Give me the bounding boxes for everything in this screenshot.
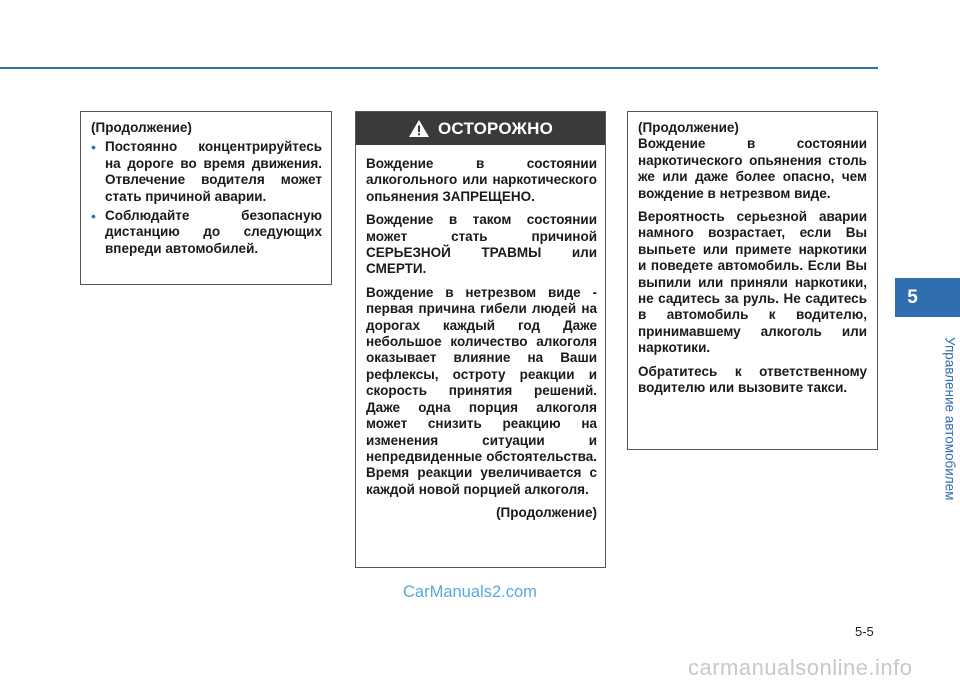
warning-body [356, 145, 605, 522]
warning-paragraph: Вождение в состоянии алкогольного или наркотического опьянения ЗАПРЕЩЕНО. [366, 156, 597, 204]
warning-header [356, 112, 605, 145]
watermark-top: CarManuals2.com [403, 583, 537, 601]
box3-heading: (Продолжение) [638, 120, 739, 135]
bullet-icon: • [91, 139, 96, 156]
bullet-text: Постоянно концентрируйтесь на дороге во время движения. Отвлечение водителя может стать причиной аварии. [105, 139, 322, 204]
chapter-title-text: Управление автомобилем [942, 337, 958, 501]
warning-paragraph: Вождение в таком состоянии может стать причиной СЕРЬЕЗНОЙ ТРАВМЫ или СМЕРТИ. [366, 212, 597, 277]
chapter-title [940, 337, 960, 537]
continued-tips-box [80, 111, 332, 285]
box1-heading: (Продолжение) [91, 120, 192, 135]
warning-paragraph: Вождение в состоянии наркотического опьянения столь же или даже более опасно, чем вождение в нетрезвом виде. [638, 136, 867, 201]
continued-label: (Продолжение) [496, 505, 597, 521]
bullet-text: Соблюдайте безопасную дистанцию до следующих впереди автомобилей. [105, 208, 322, 256]
warning-label: ОСТОРОЖНО [437, 118, 554, 138]
bullet-icon: • [91, 208, 96, 225]
list-item [91, 139, 322, 205]
warning-box [355, 111, 606, 568]
warning-triangle-icon [408, 119, 430, 138]
warning-paragraph: Обратитесь к ответственному водителю или вызовите такси. [638, 363, 867, 396]
list-item [91, 208, 322, 257]
watermark-bottom: carmanualsonline.info [688, 655, 913, 680]
top-rule [0, 67, 878, 69]
warning-paragraph: Вождение в нетрезвом виде - первая причина гибели людей на дорогах каждый год Даже небольшое количество алкоголя оказывает влияние на Ваши рефлексы, остроту реакции и скорость принятия решений. Даже одна порция алкоголя может снизить реакцию на изменения ситуации и непредвиденные обстоятельства. Время реакции увеличивается с каждой новой порцией алкоголя. [366, 284, 597, 497]
continued-warning-box [627, 111, 878, 450]
warning-paragraph: Вероятность серьезной аварии намного возрастает, если Вы выпьете или примете наркотики и поведете автомобиль. Если Вы выпили или приняли наркотики, не садитесь за руль. Не садитесь в автомобиль к водителю, принимавшему алкоголь или наркотики. [638, 209, 867, 356]
chapter-tab: 5 [895, 278, 960, 317]
page-number: 5-5 [855, 624, 874, 639]
